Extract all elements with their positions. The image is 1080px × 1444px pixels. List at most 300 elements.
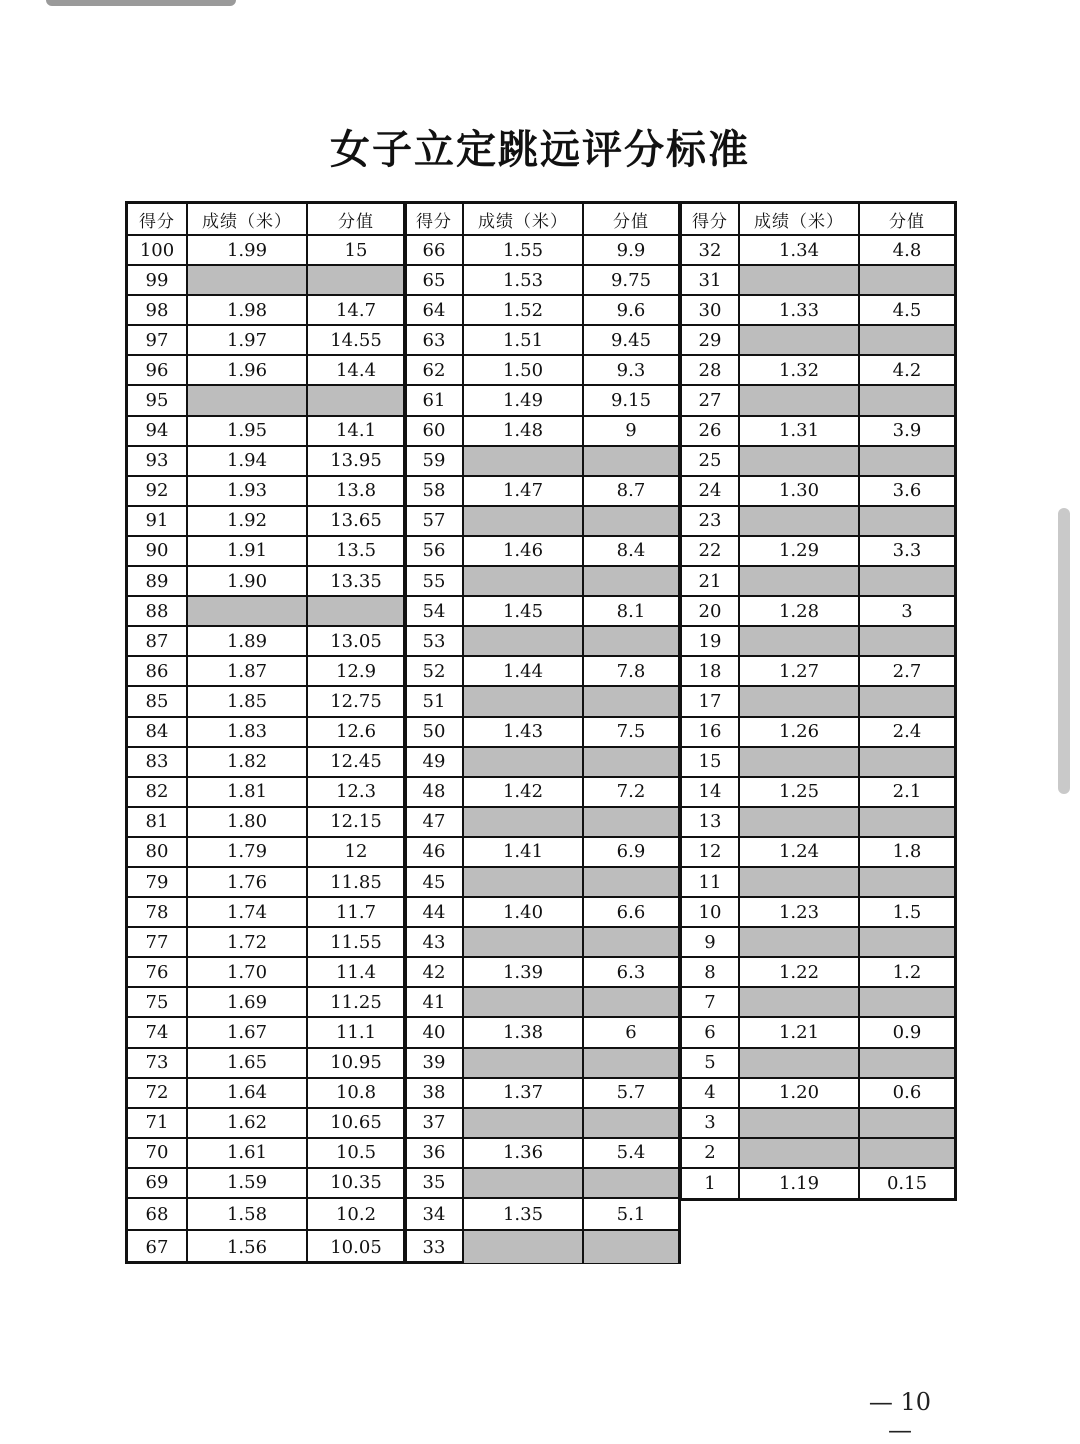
result-cell xyxy=(740,1139,860,1167)
top-tab-indicator xyxy=(46,0,236,6)
result-cell: 1.64 xyxy=(188,1079,308,1107)
table-row xyxy=(682,417,954,447)
score-cell: 80 xyxy=(128,838,188,866)
value-cell: 13.8 xyxy=(335,480,377,502)
result-cell: 1.55 xyxy=(464,236,584,264)
value-cell: 14.55 xyxy=(330,329,382,351)
value-cell: 1.2 xyxy=(892,961,922,983)
result-cell: 1.92 xyxy=(188,507,308,535)
result-cell xyxy=(464,1169,584,1197)
table-row xyxy=(128,417,404,447)
score-cell: 43 xyxy=(406,928,464,956)
result-cell: 1.82 xyxy=(188,748,308,776)
score-cell: 36 xyxy=(406,1139,464,1167)
result-cell: 1.91 xyxy=(188,537,308,565)
score-cell: 53 xyxy=(406,627,464,655)
value-cell xyxy=(308,266,404,294)
table-row xyxy=(406,657,678,687)
value-cell: 6.9 xyxy=(616,841,646,863)
value-cell xyxy=(860,447,954,475)
score-cell: 74 xyxy=(128,1018,188,1046)
value-cell: 6 xyxy=(625,1021,637,1043)
table-row xyxy=(406,386,678,416)
table-row xyxy=(682,778,954,808)
result-cell: 1.87 xyxy=(188,657,308,685)
value-cell: 13.05 xyxy=(330,630,382,652)
score-cell: 20 xyxy=(682,597,740,625)
table-row xyxy=(682,1018,954,1048)
value-cell: 2.1 xyxy=(892,781,922,803)
score-cell: 98 xyxy=(128,296,188,324)
table-row xyxy=(682,447,954,477)
result-cell: 1.28 xyxy=(740,597,860,625)
value-cell: 3.6 xyxy=(892,480,922,502)
result-cell: 1.58 xyxy=(188,1199,308,1229)
page-number: — 10 — xyxy=(868,1388,932,1444)
score-cell: 26 xyxy=(682,417,740,445)
table-row xyxy=(128,958,404,988)
value-cell xyxy=(860,1139,954,1167)
table-row xyxy=(128,1018,404,1048)
table-row xyxy=(128,657,404,687)
value-cell: 9 xyxy=(625,420,637,442)
score-cell: 99 xyxy=(128,266,188,294)
table-row xyxy=(682,356,954,386)
score-cell: 92 xyxy=(128,477,188,505)
table-row xyxy=(406,988,678,1018)
score-cell: 33 xyxy=(406,1231,464,1263)
value-cell xyxy=(860,507,954,535)
value-cell xyxy=(584,808,678,836)
score-cell: 15 xyxy=(682,748,740,776)
result-cell: 1.34 xyxy=(740,236,860,264)
result-cell: 1.59 xyxy=(188,1169,308,1197)
value-cell: 7.8 xyxy=(616,660,646,682)
result-cell: 1.49 xyxy=(464,386,584,414)
value-cell: 11.7 xyxy=(335,901,377,923)
result-cell: 1.72 xyxy=(188,928,308,956)
result-cell: 1.32 xyxy=(740,356,860,384)
table-row xyxy=(682,928,954,958)
result-cell: 1.43 xyxy=(464,718,584,746)
value-cell: 9.6 xyxy=(616,299,646,321)
result-cell xyxy=(740,507,860,535)
header-value: 分值 xyxy=(613,211,649,232)
result-cell xyxy=(464,447,584,475)
table-row xyxy=(406,296,678,326)
table-row xyxy=(682,1109,954,1139)
value-cell: 11.25 xyxy=(330,991,382,1013)
value-cell: 3.9 xyxy=(892,420,922,442)
result-cell: 1.46 xyxy=(464,537,584,565)
table-row xyxy=(128,537,404,567)
result-cell: 1.19 xyxy=(740,1169,860,1199)
score-cell: 57 xyxy=(406,507,464,535)
table-header-row xyxy=(406,204,678,236)
value-cell: 10.8 xyxy=(335,1082,377,1104)
table-row xyxy=(682,898,954,928)
table-row xyxy=(682,296,954,326)
score-cell: 11 xyxy=(682,868,740,896)
score-cell: 100 xyxy=(128,236,188,264)
score-cell: 9 xyxy=(682,928,740,956)
score-cell: 30 xyxy=(682,296,740,324)
score-cell: 41 xyxy=(406,988,464,1016)
result-cell: 1.26 xyxy=(740,718,860,746)
result-cell: 1.80 xyxy=(188,808,308,836)
score-cell: 37 xyxy=(406,1109,464,1137)
result-cell: 1.98 xyxy=(188,296,308,324)
result-cell: 1.39 xyxy=(464,958,584,986)
table-row xyxy=(406,326,678,356)
score-cell: 7 xyxy=(682,988,740,1016)
table-row xyxy=(682,236,954,266)
value-cell xyxy=(584,687,678,715)
scrollbar[interactable] xyxy=(1058,508,1070,794)
result-cell: 1.50 xyxy=(464,356,584,384)
score-cell: 16 xyxy=(682,718,740,746)
value-cell: 8.4 xyxy=(616,540,646,562)
value-cell: 5.7 xyxy=(616,1082,646,1104)
score-cell: 85 xyxy=(128,687,188,715)
value-cell: 5.1 xyxy=(616,1203,646,1225)
score-cell: 17 xyxy=(682,687,740,715)
table-row xyxy=(128,1231,404,1263)
value-cell: 9.9 xyxy=(616,239,646,261)
value-cell: 12.3 xyxy=(335,781,377,803)
header-score: 得分 xyxy=(406,204,464,234)
score-cell: 88 xyxy=(128,597,188,625)
table-row xyxy=(682,657,954,687)
table-row xyxy=(682,326,954,356)
table-row xyxy=(128,898,404,928)
value-cell: 6.6 xyxy=(616,901,646,923)
score-cell: 40 xyxy=(406,1018,464,1046)
value-cell: 6.3 xyxy=(616,961,646,983)
table-row xyxy=(128,447,404,477)
result-cell xyxy=(740,687,860,715)
value-cell: 10.2 xyxy=(335,1203,377,1225)
value-cell xyxy=(860,808,954,836)
score-cell: 79 xyxy=(128,868,188,896)
table-row xyxy=(406,868,678,898)
result-cell: 1.96 xyxy=(188,356,308,384)
value-cell xyxy=(860,627,954,655)
result-cell: 1.81 xyxy=(188,778,308,806)
result-cell: 1.74 xyxy=(188,898,308,926)
result-cell: 1.69 xyxy=(188,988,308,1016)
result-cell: 1.90 xyxy=(188,567,308,595)
value-cell: 12.15 xyxy=(330,811,382,833)
result-cell xyxy=(464,567,584,595)
table-row xyxy=(128,838,404,868)
value-cell xyxy=(860,988,954,1016)
result-cell: 1.47 xyxy=(464,477,584,505)
score-cell: 84 xyxy=(128,718,188,746)
result-cell: 1.27 xyxy=(740,657,860,685)
page-title: 女子立定跳远评分标准 xyxy=(330,127,750,173)
table-row xyxy=(128,507,404,537)
table-header-row xyxy=(128,204,404,236)
table-row xyxy=(406,507,678,537)
header-result: 成绩（米） xyxy=(740,204,860,234)
value-cell: 14.4 xyxy=(335,359,377,381)
score-cell: 62 xyxy=(406,356,464,384)
result-cell: 1.22 xyxy=(740,958,860,986)
result-cell xyxy=(464,988,584,1016)
value-cell: 4.8 xyxy=(892,239,922,261)
result-cell: 1.79 xyxy=(188,838,308,866)
table-row xyxy=(406,597,678,627)
result-cell: 1.89 xyxy=(188,627,308,655)
table-row xyxy=(406,537,678,567)
result-cell xyxy=(740,868,860,896)
score-table-section-3 xyxy=(679,201,957,1201)
score-cell: 38 xyxy=(406,1079,464,1107)
value-cell: 12.75 xyxy=(330,690,382,712)
score-cell: 47 xyxy=(406,808,464,836)
table-row xyxy=(406,417,678,447)
table-row xyxy=(128,778,404,808)
table-row xyxy=(128,928,404,958)
score-cell: 55 xyxy=(406,567,464,595)
score-cell: 95 xyxy=(128,386,188,414)
table-row xyxy=(682,868,954,898)
table-row xyxy=(682,958,954,988)
result-cell xyxy=(464,687,584,715)
value-cell: 10.5 xyxy=(335,1142,377,1164)
value-cell: 10.95 xyxy=(330,1052,382,1074)
score-cell: 59 xyxy=(406,447,464,475)
value-cell xyxy=(584,1049,678,1077)
value-cell: 9.45 xyxy=(610,329,652,351)
header-value: 分值 xyxy=(338,211,374,232)
score-cell: 58 xyxy=(406,477,464,505)
header-value: 分值 xyxy=(889,211,925,232)
score-table-section-2 xyxy=(403,201,681,1264)
result-cell: 1.25 xyxy=(740,778,860,806)
score-cell: 45 xyxy=(406,868,464,896)
score-cell: 72 xyxy=(128,1079,188,1107)
value-cell: 3 xyxy=(901,600,913,622)
table-row xyxy=(406,1169,678,1199)
value-cell xyxy=(584,627,678,655)
result-cell xyxy=(464,928,584,956)
value-cell: 4.5 xyxy=(892,299,922,321)
result-cell: 1.62 xyxy=(188,1109,308,1137)
result-cell: 1.76 xyxy=(188,868,308,896)
score-cell: 8 xyxy=(682,958,740,986)
table-row xyxy=(406,1079,678,1109)
value-cell xyxy=(860,928,954,956)
value-cell: 11.55 xyxy=(330,931,382,953)
value-cell xyxy=(860,868,954,896)
score-cell: 52 xyxy=(406,657,464,685)
score-cell: 12 xyxy=(682,838,740,866)
result-cell: 1.67 xyxy=(188,1018,308,1046)
score-cell: 1 xyxy=(682,1169,740,1199)
table-row xyxy=(682,266,954,296)
result-cell xyxy=(740,928,860,956)
table-row xyxy=(682,1049,954,1079)
table-row xyxy=(682,1169,954,1199)
result-cell: 1.51 xyxy=(464,326,584,354)
score-cell: 23 xyxy=(682,507,740,535)
score-cell: 60 xyxy=(406,417,464,445)
header-result: 成绩（米） xyxy=(464,204,584,234)
score-cell: 32 xyxy=(682,236,740,264)
result-cell xyxy=(740,447,860,475)
score-cell: 51 xyxy=(406,687,464,715)
table-row xyxy=(406,898,678,928)
result-cell: 1.97 xyxy=(188,326,308,354)
table-row xyxy=(682,1079,954,1109)
result-cell xyxy=(740,627,860,655)
value-cell: 0.15 xyxy=(886,1173,928,1195)
score-cell: 39 xyxy=(406,1049,464,1077)
result-cell xyxy=(740,748,860,776)
score-table-section-1 xyxy=(125,201,407,1264)
value-cell: 9.75 xyxy=(610,269,652,291)
value-cell: 12 xyxy=(344,841,368,863)
table-row xyxy=(406,447,678,477)
table-row xyxy=(682,386,954,416)
result-cell: 1.20 xyxy=(740,1079,860,1107)
value-cell xyxy=(584,868,678,896)
table-row xyxy=(682,1139,954,1169)
header-result: 成绩（米） xyxy=(188,204,308,234)
result-cell: 1.21 xyxy=(740,1018,860,1046)
table-row xyxy=(128,1169,404,1199)
value-cell xyxy=(860,567,954,595)
value-cell: 11.4 xyxy=(335,961,377,983)
score-cell: 96 xyxy=(128,356,188,384)
value-cell: 7.2 xyxy=(616,781,646,803)
result-cell: 1.36 xyxy=(464,1139,584,1167)
score-cell: 34 xyxy=(406,1199,464,1229)
result-cell: 1.70 xyxy=(188,958,308,986)
result-cell xyxy=(464,748,584,776)
table-row xyxy=(406,1018,678,1048)
score-cell: 19 xyxy=(682,627,740,655)
value-cell: 15 xyxy=(344,239,368,261)
value-cell: 9.3 xyxy=(616,359,646,381)
value-cell: 12.6 xyxy=(335,721,377,743)
score-cell: 73 xyxy=(128,1049,188,1077)
table-row xyxy=(682,627,954,657)
value-cell: 12.45 xyxy=(330,751,382,773)
result-cell xyxy=(740,386,860,414)
score-cell: 42 xyxy=(406,958,464,986)
table-row xyxy=(406,748,678,778)
table-row xyxy=(128,868,404,898)
table-row xyxy=(682,687,954,717)
table-row xyxy=(406,266,678,296)
result-cell: 1.41 xyxy=(464,838,584,866)
result-cell xyxy=(740,1049,860,1077)
table-header-row xyxy=(682,204,954,236)
table-row xyxy=(128,687,404,717)
table-row xyxy=(682,567,954,597)
table-row xyxy=(128,1139,404,1169)
value-cell: 14.1 xyxy=(335,420,377,442)
table-row xyxy=(406,627,678,657)
value-cell xyxy=(308,386,404,414)
result-cell: 1.65 xyxy=(188,1049,308,1077)
table-row xyxy=(406,356,678,386)
score-cell: 75 xyxy=(128,988,188,1016)
result-cell xyxy=(740,988,860,1016)
result-cell: 1.61 xyxy=(188,1139,308,1167)
value-cell: 10.05 xyxy=(330,1236,382,1258)
score-cell: 70 xyxy=(128,1139,188,1167)
score-cell: 31 xyxy=(682,266,740,294)
result-cell: 1.42 xyxy=(464,778,584,806)
score-cell: 69 xyxy=(128,1169,188,1197)
table-row xyxy=(406,477,678,507)
score-cell: 25 xyxy=(682,447,740,475)
result-cell: 1.38 xyxy=(464,1018,584,1046)
score-cell: 28 xyxy=(682,356,740,384)
value-cell: 2.4 xyxy=(892,721,922,743)
result-cell: 1.48 xyxy=(464,417,584,445)
table-row xyxy=(128,627,404,657)
result-cell xyxy=(464,1109,584,1137)
score-cell: 83 xyxy=(128,748,188,776)
score-cell: 6 xyxy=(682,1018,740,1046)
value-cell: 13.65 xyxy=(330,510,382,532)
table-row xyxy=(128,748,404,778)
score-cell: 65 xyxy=(406,266,464,294)
score-cell: 91 xyxy=(128,507,188,535)
result-cell: 1.85 xyxy=(188,687,308,715)
result-cell: 1.99 xyxy=(188,236,308,264)
result-cell: 1.33 xyxy=(740,296,860,324)
header-score: 得分 xyxy=(128,204,188,234)
table-row xyxy=(128,386,404,416)
result-cell: 1.40 xyxy=(464,898,584,926)
result-cell: 1.52 xyxy=(464,296,584,324)
table-row xyxy=(682,988,954,1018)
value-cell: 0.9 xyxy=(892,1021,922,1043)
value-cell xyxy=(584,507,678,535)
score-cell: 67 xyxy=(128,1231,188,1263)
value-cell: 13.35 xyxy=(330,570,382,592)
score-cell: 35 xyxy=(406,1169,464,1197)
result-cell xyxy=(188,386,308,414)
table-row xyxy=(128,1199,404,1231)
value-cell xyxy=(584,567,678,595)
score-cell: 27 xyxy=(682,386,740,414)
score-cell: 3 xyxy=(682,1109,740,1137)
score-cell: 66 xyxy=(406,236,464,264)
score-cell: 14 xyxy=(682,778,740,806)
table-row xyxy=(406,567,678,597)
score-cell: 56 xyxy=(406,537,464,565)
value-cell: 1.5 xyxy=(892,901,922,923)
table-row xyxy=(406,928,678,958)
result-cell: 1.94 xyxy=(188,447,308,475)
value-cell: 11.1 xyxy=(335,1021,377,1043)
value-cell: 5.4 xyxy=(616,1142,646,1164)
value-cell: 2.7 xyxy=(892,660,922,682)
table-row xyxy=(406,687,678,717)
table-row xyxy=(682,537,954,567)
score-cell: 44 xyxy=(406,898,464,926)
value-cell xyxy=(584,988,678,1016)
result-cell xyxy=(188,597,308,625)
table-row xyxy=(128,718,404,748)
